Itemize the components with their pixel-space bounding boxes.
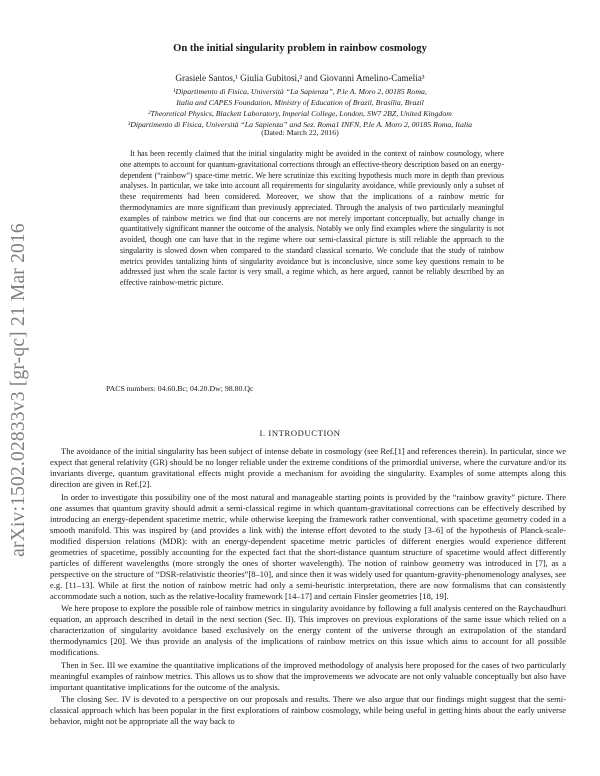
abstract: It has been recently claimed that the initial singularity might be avoided in the context of rainbow cosmology, where one attempts to account for quantum-gravitational corrections through an effective-theory description based on an energy-dependent (“rainbow”) space-time metric. We here scrutinize this exciting hypothesis much more in depth than previous analyses. In particular, we take into account all requirements for singularity avoidance, while previously only a subset of these requirements had been considered. Moreover, we show that the implications of a rainbow metric for thermodynamics are more significant than previously appreciated. Through the analysis of two particularly meaningful examples of rainbow metrics we find that our concerns are not merely important conceptually, but actually change in quantitatively significant manner the outcome of the analysis. Notably we only find examples where the singularity is not avoided, though one can have that in the regime where our semi-classical picture is still reliable the approach to the singularity is slowed down when compared to the standard classical scenario. We conclude that the study of rainbow metrics provides tantalizing hints of singularity avoidance but is inconclusive, since some key questions remain to be addressed just when the scale factor is very small, a regime which, as here argued, cannot be reliably described by an effective rainbow-metric picture. (120, 149, 504, 287)
affiliation-line: Italia and CAPES Foundation, Ministry of Education of Brazil, Brasília, Brazil (176, 97, 424, 107)
pacs-numbers: PACS numbers: 04.60.Bc; 04.20.Dw; 98.80.Qc (106, 384, 254, 393)
introduction-body (50, 446, 566, 729)
date-line: (Dated: March 22, 2016) (261, 128, 339, 137)
paper-title: On the initial singularity problem in rainbow cosmology (173, 43, 427, 54)
body-paragraph: The closing Sec. IV is devoted to a perspective on our proposals and results. There we also argue that our findings might suggest that the semi-classical approach which has been popular in the first explorations of rainbow cosmology, while being useful in getting hints about the early universe behavior, might not be appropriate all the way back to (50, 694, 566, 726)
affiliation-line: ¹Dipartimento di Fisica, Università “La Sapienza”, P.le A. Moro 2, 00185 Roma, (173, 87, 427, 96)
author-list: Grasiele Santos,¹ Giulia Gubitosi,² and Giovanni Amelino-Camelia³ (175, 73, 425, 83)
affiliation-line: ³Dipartimento di Fisica, Università “La Sapienza” and Sez. Roma1 INFN, P.le A. Moro 2, 00185 Roma, Italia (127, 119, 473, 129)
affiliation-line: ²Theoretical Physics, Blackett Laboratory, Imperial College, London, SW7 2BZ, United Kingdom (148, 108, 452, 118)
body-paragraph: The avoidance of the initial singularity has been subject of intense debate in cosmology (see Ref.[1] and references therein). In particular, since we expect that general relativity (GR) should be no longer reliable under the extreme conditions of the primordial universe, where the curvature and/or its invariants diverge, quantum gravitational effects might provide a mechanism for avoiding the singularity. Examples of some attempts along this direction are given in Ref.[2]. (50, 446, 566, 489)
body-paragraph: Then in Sec. III we examine the quantitative implications of the improved methodology of analysis here proposed for the cases of two particularly meaningful examples of rainbow metrics. This allows us to show that the improvements we advocate are not only valuable conceptually but also have important quantitative implications for the outcome of the analysis. (50, 659, 566, 692)
arxiv-identifier: arXiv:1502.02833v3 [gr-qc] 21 Mar 2016 (8, 223, 29, 557)
arxiv-identifier-margin (2, 170, 36, 610)
body-paragraph: We here propose to explore the possible role of rainbow metrics in singularity avoidance by following a full analysis centered on the Raychaudhuri equation, an approach described in detail in the next section (Sec. II). This improves on previous explorations of the same issue which relied on a characterization of singularity avoidance based exclusively on the energy content of the universe through an extrapolation of the standard thermodynamics [20]. We thus provide an analysis of the implications of rainbow metrics on this issue which aims to account for all possible modifications. (50, 603, 566, 657)
section-heading-introduction: I. INTRODUCTION (259, 428, 341, 438)
affiliations (0, 87, 600, 131)
body-paragraph: In order to investigate this possibility one of the most natural and manageable starting points is provided by the “rainbow gravity” picture. There one assumes that quantum gravity should admit a semi-classical regime in which quantum-gravitational corrections can be effectively described by introducing an energy-dependent spacetime metric, while otherwise keeping the framework rather conventional, with spacetime geometry coded in a smooth manifold. This was inspired by (and provides a link with) the intense effort devoted to the study [3–6] of the hypothesis of Planck-scale-modified dispersion relations (MDR): with an energy-dependent spacetime metric particles of different energies would experience different geometries of spacetime, possibly accounting for the expected fact that the short-distance quantum structure of spacetime would affect differently particles of different wavelengths (more strongly the ones of shorter wavelength). The notion of rainbow geometry was introduced in [7], as a perspective on the structure of “DSR-relativistic theories”[8–10], and since then it was widely used for quantum-gravity-phenomenology analyses, see e.g. [11–13]. While at first the notion of rainbow metric had only a semi-heuristic interpretation, there are now formalisms that can consistently accommodate such a notion, such as the relative-locality framework [14–17] and certain Finsler geometries [18, 19]. (50, 491, 566, 601)
